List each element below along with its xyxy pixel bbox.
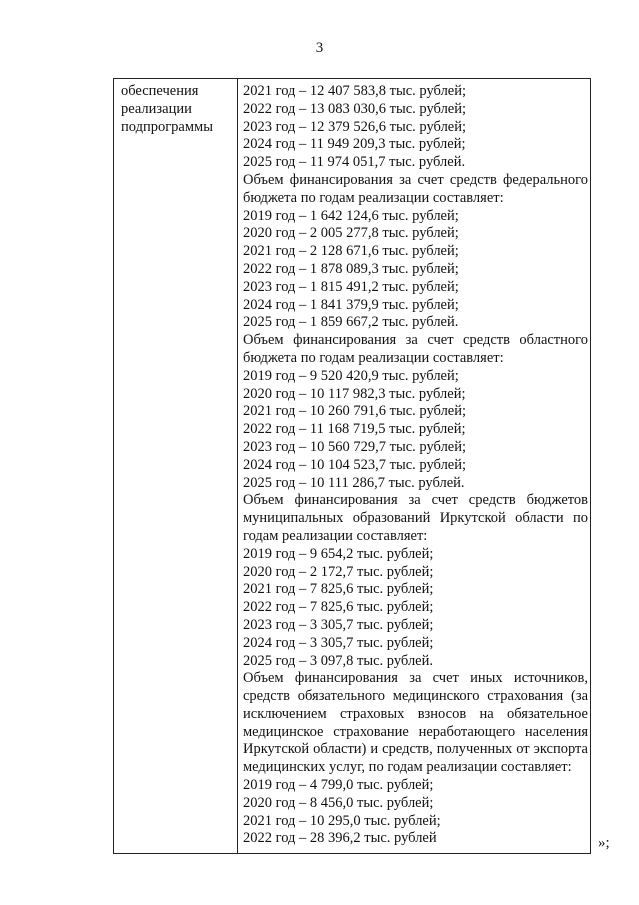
closing-quote-mark: »; [598,835,610,851]
federal-line: 2020 год – 2 005 277,8 тыс. рублей; [243,225,459,242]
left-cell [121,83,233,136]
financing-table [113,78,591,854]
municipal-heading: Объем финансирования за счет средств бюджетов муниципальных образований Иркутской области по годам реализации составляет: [243,492,588,544]
left-cell-line: реализации [121,100,192,117]
municipal-line: 2023 год – 3 305,7 тыс. рублей; [243,616,434,633]
other-sources-line: 2021 год – 10 295,0 тыс. рублей; [243,812,441,829]
regional-line: 2023 год – 10 560 729,7 тыс. рублей; [243,438,467,455]
page-number: 3 [315,40,324,56]
regional-line: 2019 год – 9 520 420,9 тыс. рублей; [243,367,459,384]
regional-line: 2020 год – 10 117 982,3 тыс. рублей; [243,385,466,402]
municipal-line: 2022 год – 7 825,6 тыс. рублей; [243,599,434,616]
regional-line: 2025 год – 10 111 286,7 тыс. рублей. [243,474,465,491]
total-line: 2024 год – 11 949 209,3 тыс. рублей; [243,136,466,153]
federal-line: 2019 год – 1 642 124,6 тыс. рублей; [243,207,459,224]
municipal-line: 2019 год – 9 654,2 тыс. рублей; [243,545,434,562]
federal-line: 2024 год – 1 841 379,9 тыс. рублей; [243,296,459,313]
municipal-line: 2025 год – 3 097,8 тыс. рублей. [243,652,434,669]
other-sources-line: 2022 год – 28 396,2 тыс. рублей [243,830,437,847]
regional-line: 2022 год – 11 168 719,5 тыс. рублей; [243,421,466,438]
left-cell-line: обеспечения [121,83,199,99]
federal-heading: Объем финансирования за счет средств федерального бюджета по годам реализации составляет: [243,171,588,206]
total-line: 2021 год – 12 407 583,8 тыс. рублей; [243,83,467,99]
total-line: 2023 год – 12 379 526,6 тыс. рублей; [243,118,467,135]
total-line: 2025 год – 11 974 051,7 тыс. рублей. [243,154,466,171]
federal-line: 2023 год – 1 815 491,2 тыс. рублей; [243,278,459,295]
municipal-line: 2021 год – 7 825,6 тыс. рублей; [243,581,434,598]
regional-heading: Объем финансирования за счет средств областного бюджета по годам реализации составляет: [243,332,588,366]
municipal-line: 2024 год – 3 305,7 тыс. рублей; [243,634,434,651]
federal-line: 2021 год – 2 128 671,6 тыс. рублей; [243,243,459,260]
right-cell [243,83,588,848]
column-divider [237,79,238,853]
regional-line: 2021 год – 10 260 791,6 тыс. рублей; [243,403,467,420]
other-sources-heading: Объем финансирования за счет иных источников, средств обязательного медицинского страхования (за исключением страховых взносов на обязательное медицинское страхование неработающего населения Иркутской области) и средств, полученных от экспорта медицинских услуг, по годам реализации составляет: [243,670,588,776]
municipal-line: 2020 год – 2 172,7 тыс. рублей; [243,563,434,580]
other-sources-line: 2020 год – 8 456,0 тыс. рублей; [243,794,434,811]
federal-line: 2025 год – 1 859 667,2 тыс. рублей. [243,314,459,331]
federal-line: 2022 год – 1 878 089,3 тыс. рублей; [243,260,459,277]
other-sources-line: 2019 год – 4 799,0 тыс. рублей; [243,777,434,794]
total-line: 2022 год – 13 083 030,6 тыс. рублей; [243,100,467,117]
regional-line: 2024 год – 10 104 523,7 тыс. рублей; [243,456,467,473]
left-cell-line: подпрограммы [121,118,213,135]
